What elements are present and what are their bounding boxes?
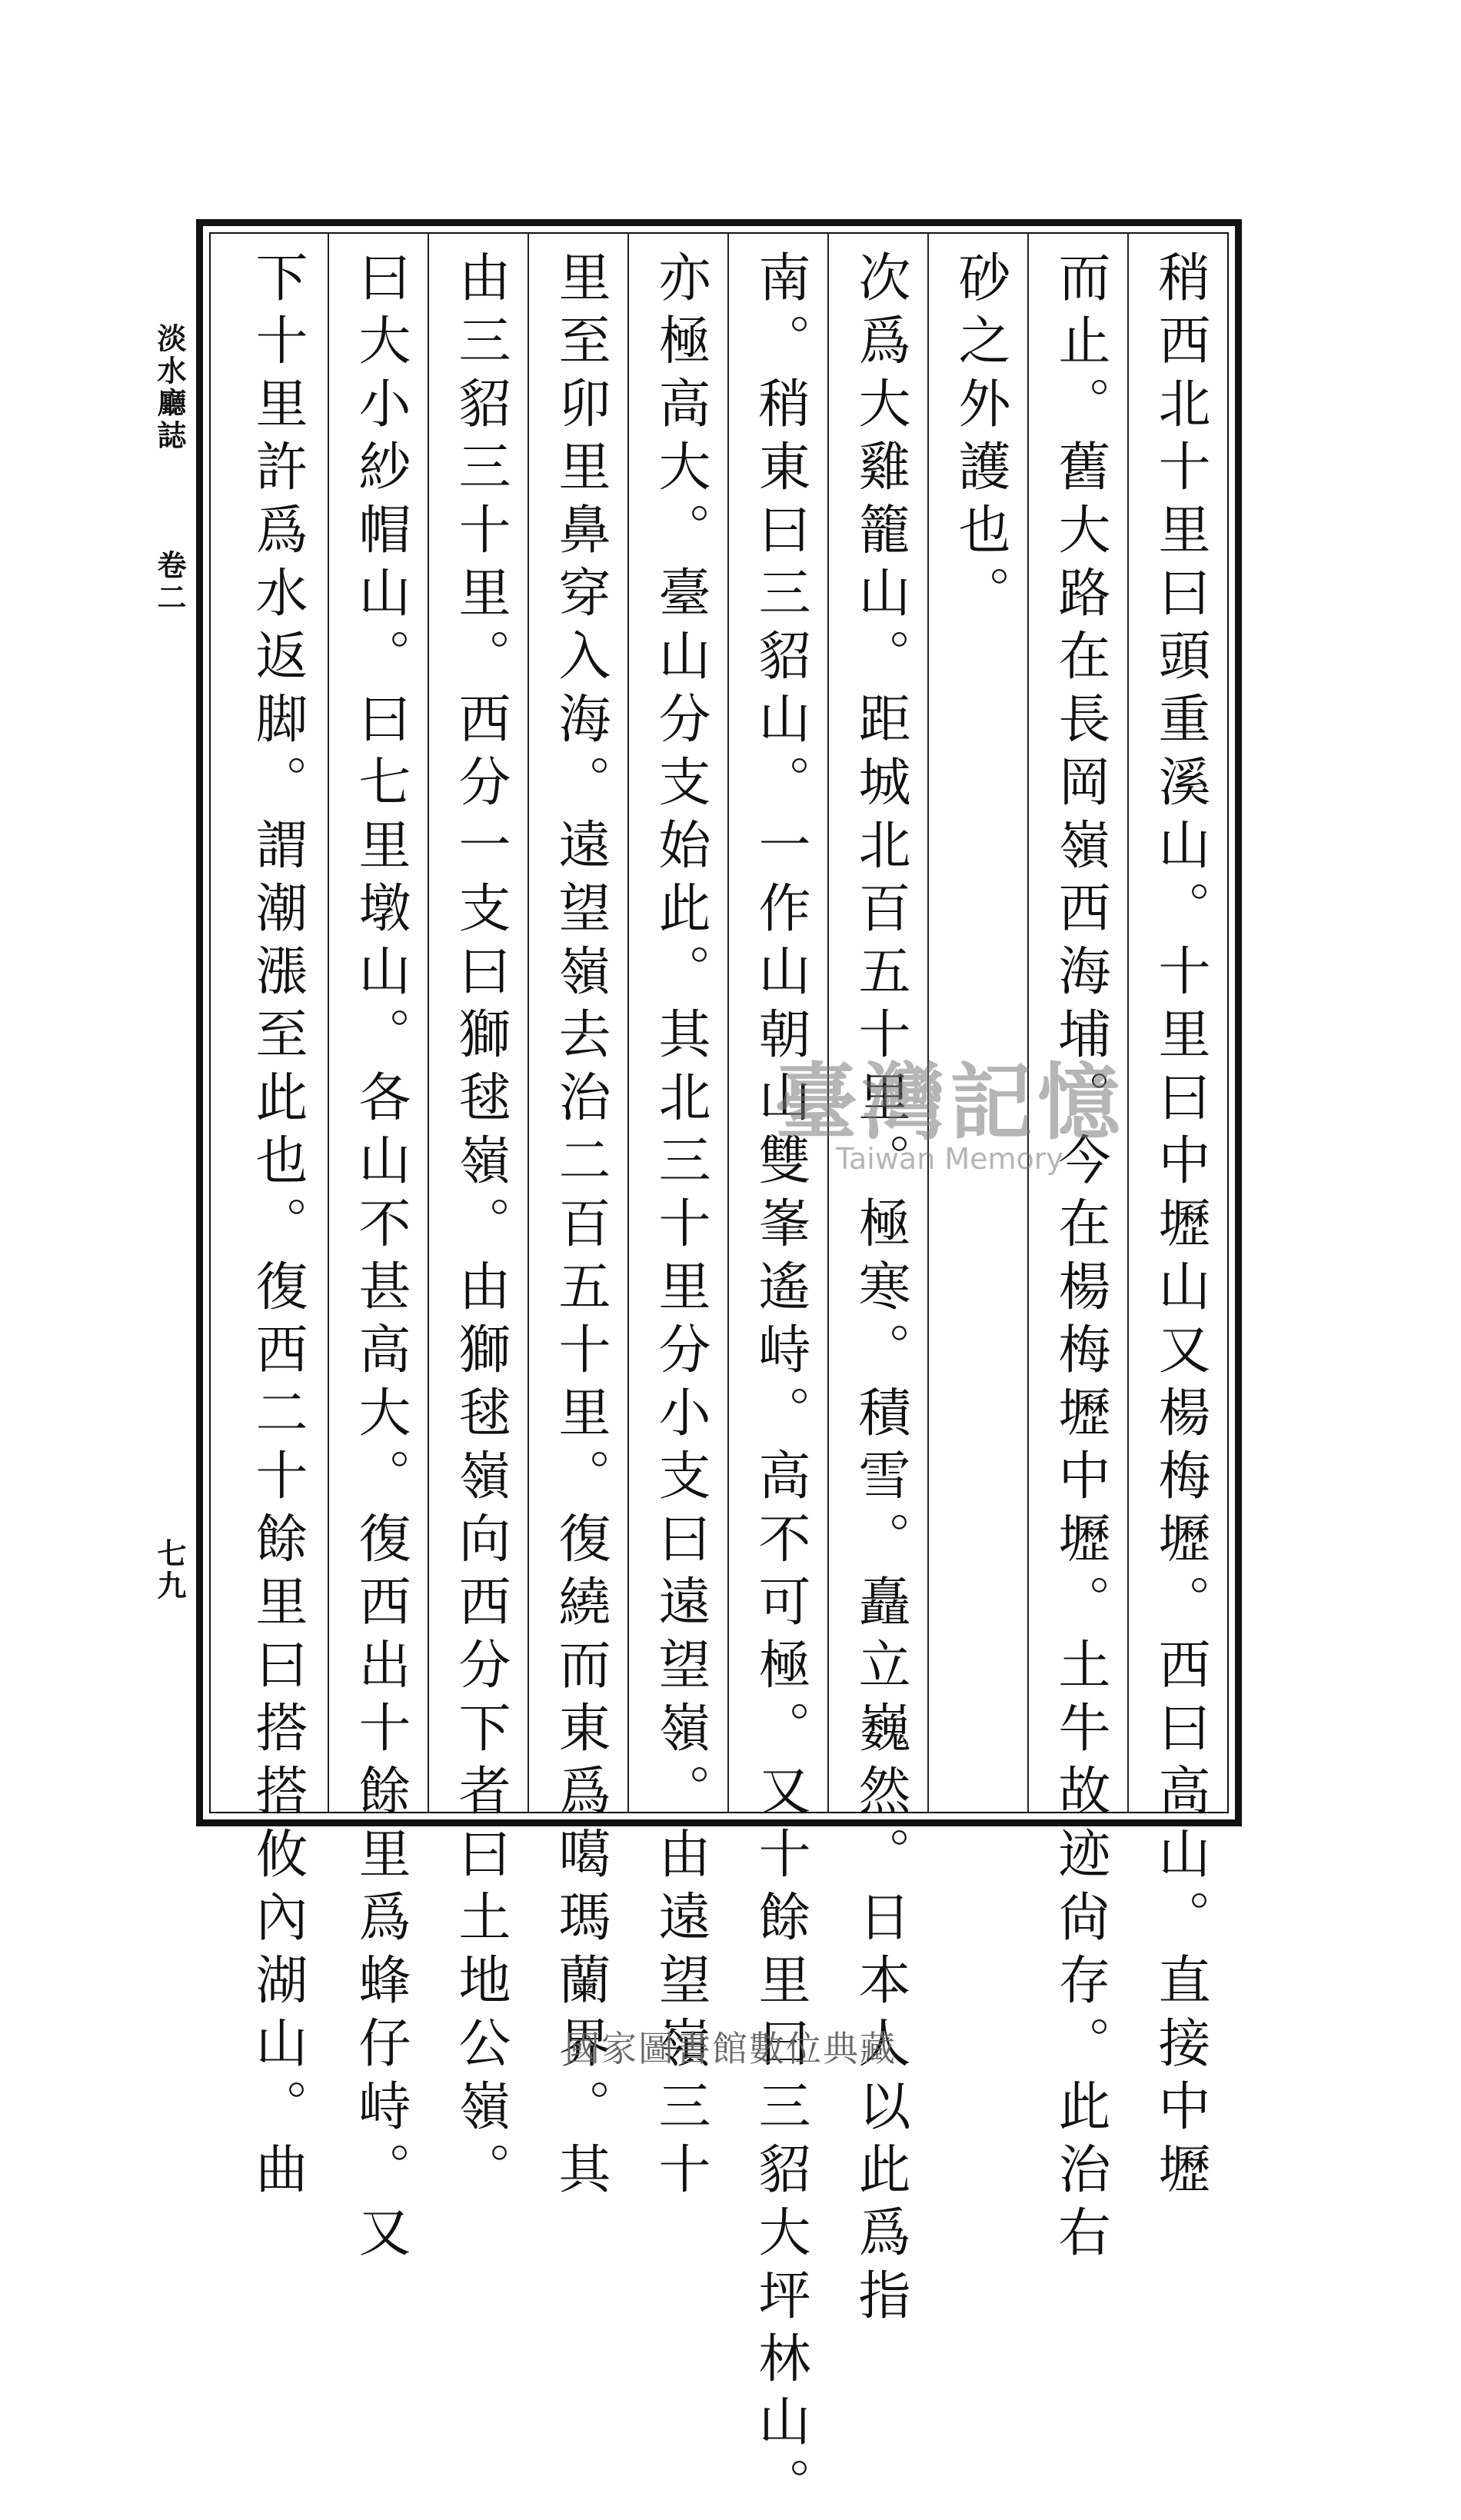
text-column-5: 南。稍東曰三貂山。一作山朝山雙峯遙峙。高不可極。又十餘里曰三貂大坪林山。 bbox=[750, 250, 810, 2520]
text-column-4: 次爲大雞籠山。距城北百五十里。極寒。積雪。矗立巍然。日本人以此爲指 bbox=[850, 250, 910, 2331]
column-rule bbox=[527, 232, 529, 1813]
text-column-7: 里至卯里鼻穿入海。遠望嶺去治二百五十里。復繞而東爲噶瑪蘭界。其 bbox=[550, 250, 611, 2205]
column-rule bbox=[827, 232, 829, 1813]
library-footer: 國家圖書館數位典藏 bbox=[564, 2028, 897, 2069]
watermark-sub-text: Taiwan Memory bbox=[836, 1142, 1063, 1176]
column-rule bbox=[727, 232, 729, 1813]
column-rule bbox=[328, 232, 329, 1813]
text-column-6: 亦極高大。臺山分支始此。其北三十里分小支曰遠望嶺。由遠望嶺三十 bbox=[650, 250, 711, 2205]
watermark-main-text: 臺灣記憶 bbox=[774, 1055, 1125, 1151]
book-title: 淡水廳誌 bbox=[152, 323, 187, 452]
text-column-8: 由三貂三十里。西分一支曰獅毬嶺。由獅毬嶺向西分下者曰土地公嶺。 bbox=[450, 250, 511, 2205]
column-rule bbox=[927, 232, 929, 1813]
text-column-3: 砂之外護也。 bbox=[950, 250, 1010, 628]
column-rule bbox=[428, 232, 429, 1813]
text-column-10: 下十里許爲水返脚。謂潮漲至此也。復西二十餘里曰搭搭攸內湖山。曲 bbox=[247, 250, 308, 2205]
column-rule bbox=[1127, 232, 1129, 1813]
page-number: 七九 bbox=[152, 1538, 187, 1603]
text-column-1: 稍西北十里曰頭重溪山。十里曰中壢山又楊梅壢。西曰高山。直接中壢 bbox=[1150, 250, 1210, 2205]
volume-label: 卷二 bbox=[152, 550, 187, 614]
text-column-2: 而止。舊大路在長岡嶺西海埔。今在楊梅壢中壢。土牛故迹尙存。此治右 bbox=[1050, 250, 1110, 2268]
text-column-9: 曰大小紗帽山。曰七里墩山。各山不甚高大。復西出十餘里爲蜂仔峙。又 bbox=[350, 250, 411, 2268]
taiwan-memory-watermark bbox=[734, 1057, 1165, 1196]
column-rule bbox=[1027, 232, 1029, 1813]
column-rule bbox=[627, 232, 629, 1813]
